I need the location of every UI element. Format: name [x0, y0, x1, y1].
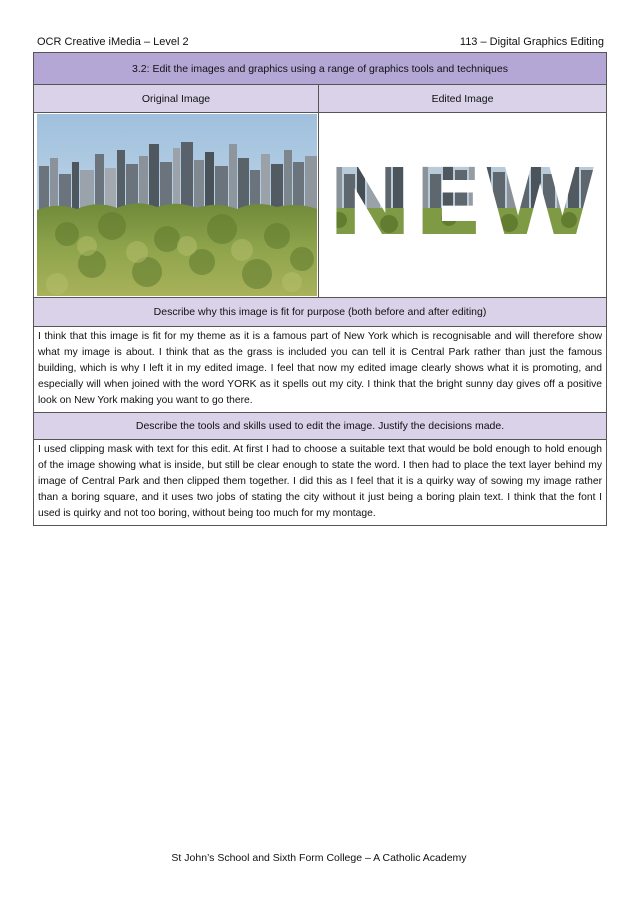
original-image-cell [34, 113, 319, 298]
original-image-label: Original Image [34, 85, 319, 113]
edited-image-cell [319, 113, 607, 298]
header-right: 113 – Digital Graphics Editing [459, 36, 604, 48]
table-title: 3.2: Edit the images and graphics using a range of graphics tools and techniques [34, 53, 607, 85]
footer-text: St John’s School and Sixth Form College – A Catholic Academy [171, 852, 467, 864]
purpose-text: I think that this image is fit for my theme as it is a famous part of New York which is recognisable and will therefore show what my image is about. I think that as the grass is included you can tell it is Central Park rather than just the famous building, which is why I left it in my edited image. I feel that now my edited image clearly shows what it is promoting, and especially will when joined with the word YORK as it spells out my city. I think that the bright sunny day gives off a positive look on New York making you want to go there. [34, 327, 607, 413]
worksheet-table [33, 52, 607, 526]
central-park-photo [37, 114, 317, 296]
tools-heading: Describe the tools and skills used to edit the image. Justify the decisions made. [34, 413, 607, 440]
tools-text: I used clipping mask with text for this edit. At first I had to choose a suitable text that would be bold enough to hold enough of the image showing what is inside, but still be clear enough to state the word. I then had to place the text layer behind my image of Central Park and then clipped them together. I did this as I feel that it is a quirky way of sowing my image rather than a boring square, and it uses two jobs of stating the city without it just being a boring plain text. I think that the font I used is quirky and not too boring, without being too much for my montage. [34, 440, 607, 526]
new-clipped-text-image [319, 114, 605, 296]
edited-word-new: NEW [327, 149, 597, 256]
edited-image-label: Edited Image [319, 85, 607, 113]
purpose-heading: Describe why this image is fit for purpose (both before and after editing) [34, 298, 607, 327]
header-left: OCR Creative iMedia – Level 2 [37, 36, 189, 48]
